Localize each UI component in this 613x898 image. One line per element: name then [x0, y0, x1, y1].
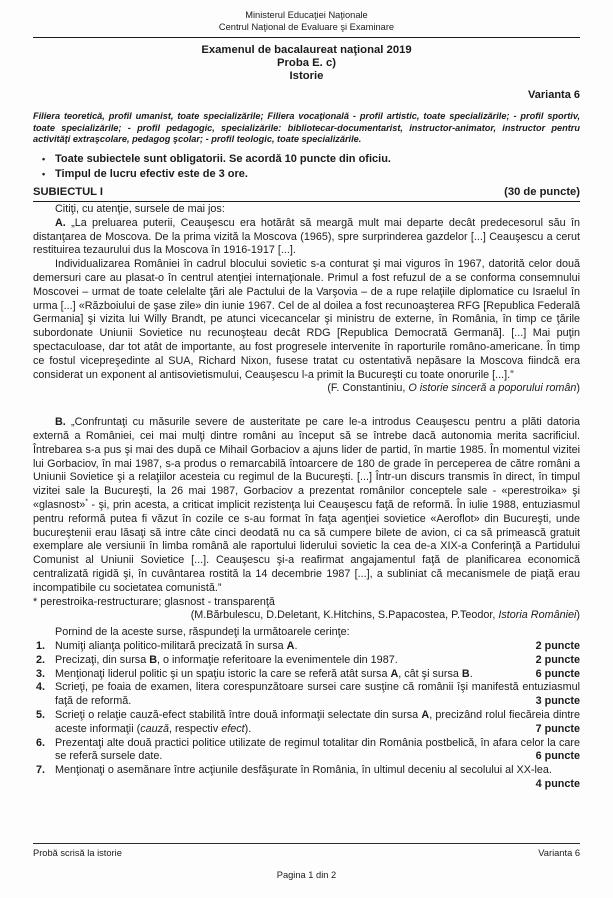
task-points: 4 puncte	[535, 777, 580, 790]
task-text: Menţionaţi o asemănare între acţiunile desfăşurate în România, în ultimul deceniu al secolului al XX-lea.	[55, 764, 552, 777]
header-divider	[33, 37, 580, 38]
instruction-item: • Toate subiectele sunt obligatorii. Se acordă 10 puncte din oficiu.	[33, 152, 580, 167]
footer-right: Varianta 6	[538, 848, 580, 858]
subject1-heading-row	[33, 186, 580, 202]
subject1-intro: Citiţi, cu atenţie, sursele de mai jos:	[55, 203, 225, 216]
task-item	[33, 709, 580, 737]
task-points: 3 puncte	[535, 695, 580, 708]
footer-left: Probă scrisă la istorie	[33, 848, 122, 858]
subject1-points: (30 de puncte)	[504, 186, 580, 199]
task-points: 2 puncte	[535, 653, 580, 666]
variant-label: Varianta 6	[528, 88, 580, 101]
task-item	[33, 654, 580, 668]
instruction-item: • Timpul de lucru efectiv este de 3 ore.	[33, 167, 580, 182]
task-text: Scrieţi, pe foaia de examen, litera corespunzătoare sursei care susţine că românii îşi manifestă entuziasmul faţă de reformă.	[55, 681, 580, 708]
source-b-paragraph: B. „Confruntaţi cu măsurile severe de austeritate pe care le-a introdus Ceauşescu pentru a plăti datoria externă a României, cei mai mulţi dintre români au început să se întrebe dacă autonomia merita sacrificiul. Întrebarea s-a pus şi mai des după ce Mihail Gorbaciov a ajuns lider de partid, în martie 1985. În momentul vizitei lui Gorbaciov, în mai 1987, s-a produs o remarcabilă întoarcere de 180 de grade în perceperea de către români a Uniunii Sovietice şi a relaţiilor acesteia cu regimul de la Bucureşti. [...] Într-un discurs transmis în direct, în timpul vizitei sale la Bucureşti, la 26 mai 1987, Gorbaciov a prezentat românilor conceptele sale - «perestroika» şi «glasnost»* - şi, prin acesta, a criticat implicit rezistenţa lui Ceauşescu faţă de reformă. În iulie 1988, entuziasmul pentru reformă putea fi văzut în cozile ce s-au format în faţa agenţiei sovietice «Aeroflot» din Bucureşti, unde bucureştenii erau lăsaţi să intre câte cinci deodată nu ca să cumpere bilete de avion, ci ca să primească gratuit exemplare ale versiunii în limba română ale raportului liderului sovietic la cea de-a XIX-a Conferinţă a Partidului Comunist al Uniunii Sovietice [...]. Ceauşescu şi-a reafirmat angajamentul faţă de planificarea economică centralizată rigidă şi, în cuvântarea rostită la 14 decembrie 1987 [...], a subliniat că mecanismele de piaţă erau incompatibile cu societatea comunistă.”	[33, 416, 581, 594]
task-item	[33, 737, 580, 765]
task-text: Menţionaţi liderul politic şi un spaţiu istoric la care se referă atât sursa A, cât şi sursa B.	[55, 667, 473, 680]
header-ministry: Ministerul Educaţiei Naţionale	[245, 10, 368, 20]
task-points: 7 puncte	[535, 722, 580, 735]
exam-proba: Proba E. c)	[276, 57, 336, 70]
task-points: 6 puncte	[535, 667, 580, 680]
source-b-attribution: (M.Bărbulescu, D.Deletant, K.Hitchins, S.Papacostea, P.Teodor, Istoria României)	[190, 609, 580, 622]
source-a-attribution: (F. Constantiniu, O istorie sinceră a poporului român)	[327, 382, 580, 395]
task-number: 5.	[36, 708, 46, 721]
task-text: Numiţi alianţa politico-militară precizată în sursa A.	[55, 640, 298, 652]
header-org	[33, 10, 580, 33]
task-number: 6.	[36, 736, 46, 749]
title-block	[33, 44, 580, 84]
source-b-footnote: * perestroika-restructurare; glasnost - transparenţă	[33, 595, 275, 608]
task-text: Scrieţi o relaţie cauză-efect stabilită între două informaţii selectate din sursa A, precizând rolul fiecăreia dintre aceste informaţii (cauză, respectiv efect).	[55, 708, 580, 735]
task-number: 2.	[36, 653, 46, 666]
task-number: 1.	[36, 640, 46, 652]
task-item	[33, 668, 580, 682]
task-text: Precizaţi, din sursa B, o informaţie referitoare la evenimentele din 1987.	[55, 653, 398, 666]
tasks-intro: Pornind de la aceste surse, răspundeţi la următoarele cerinţe:	[55, 626, 350, 639]
task-item	[33, 681, 580, 709]
task-item	[33, 764, 580, 792]
footer-row	[33, 848, 580, 859]
source-a-paragraph-2	[33, 258, 580, 396]
eligibility-text: Filiera teoretică, profil umanist, toate specializările; Filiera vocaţională - profil artistic, toate specializările; - profil sportiv, toate specializările; - profil pedagogic, specializările: bibliotecar-documentarist, instructor-animator, instructor pentru activităţi extraşcolare, pedagog şcolar; - profil teologic, toate specializările.	[33, 111, 580, 144]
subject1-heading: SUBIECTUL I	[33, 186, 104, 199]
tasks-list	[33, 640, 580, 792]
task-text: Prezentaţi alte două practici politice utilizate de regimul totalitar din România postbelică, în afara celor la care se referă sursele date.	[55, 736, 580, 763]
task-number: 3.	[36, 667, 46, 680]
task-points: 2 puncte	[535, 640, 580, 652]
source-a-paragraph-2-text: Individualizarea României în cadrul blocului sovietic s-a conturat şi mai viguros în 1967, datorită celor două demersuri care au plasat-o în centrul atenţiei internaţionale. Primul a fost refuzul de a se conforma consemnului Moscovei – urmat de toate celelalte ţări ale Pactului de la Varşovia – de a rupe relaţiile diplomatice cu Israelul în urma [...] «Războiului de şase zile» din iunie 1967. Cel de al doilea a fost recunoaşterea RFG [Republica Federală Germania] şi vizita lui Willy Brandt, pe atunci vicecancelar şi ministru de externe, în România, în timp ce ţările subordonate Uniunii Sovietice nu recunoşteau decât RDG [Republica Democrată Germană]. [...] Mai puţin spectaculoase, dar tot atât de importante, au fost progresele intervenite în raporturile româno-americane. În timp ce fostul vicepreşedinte al SUA, Richard Nixon, fusese tratat cu ostentativă nepăsare la Moscova fiindcă era considerat un exponent al antisovietismului, Ceauşescu l-a primit la Bucureşti cu toate onorurile [...].”	[33, 258, 580, 381]
task-item	[33, 640, 580, 654]
header-center: Centrul Naţional de Evaluare şi Examinare	[218, 21, 395, 32]
source-a-paragraph-1: A. „La preluarea puterii, Ceauşescu era hotărât să meargă mult mai departe decât predecesorul său în distanţarea de Moscova. De la prima vizită la Moscova (1965), spre surprinderea gazdelor [...] Ceauşescu a cerut restituirea tezaurului dus la Moscova în 1916-1917 [...].	[33, 216, 580, 257]
footer-page-number: Pagina 1 din 2	[276, 870, 337, 880]
exam-subject: Istorie	[289, 70, 324, 83]
exam-title: Examenul de bacalaureat naţional 2019	[201, 44, 412, 56]
task-number: 7.	[36, 764, 46, 777]
page-footer	[33, 843, 580, 881]
instructions-list	[33, 152, 580, 181]
task-points: 6 puncte	[535, 750, 580, 763]
task-number: 4.	[36, 681, 46, 694]
